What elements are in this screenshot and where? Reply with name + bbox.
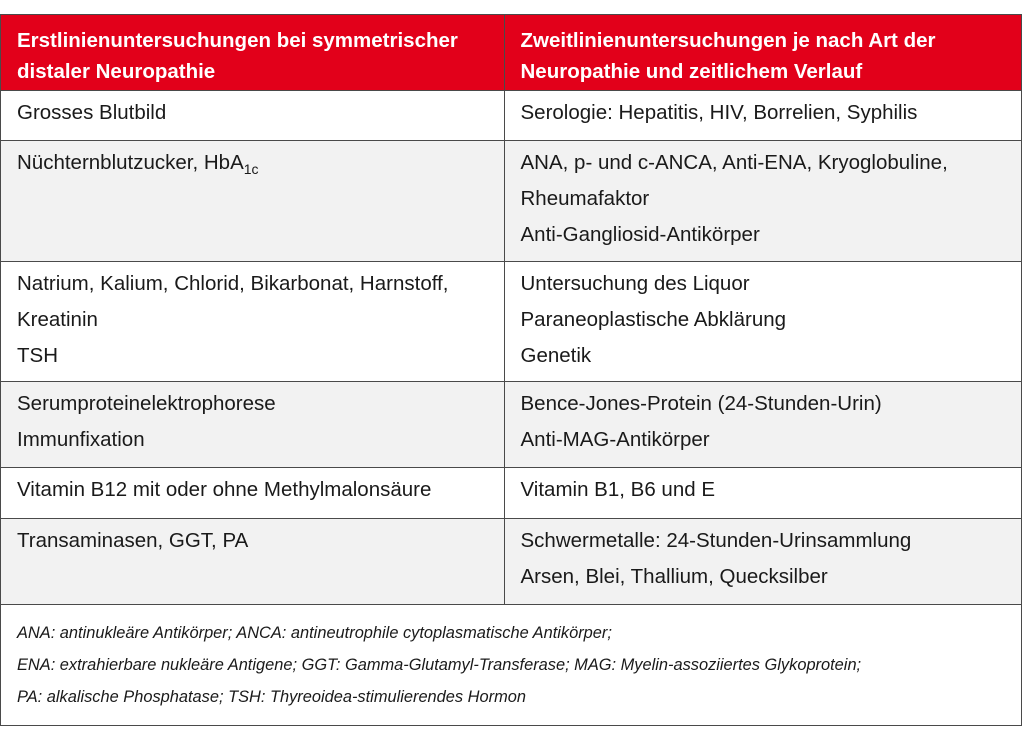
cell-text: Vitamin B12 mit oder ohne Methylmalonsäure: [17, 477, 432, 501]
table-row: [1, 140, 1021, 261]
header-first-line: Erstlinienuntersuchungen bei symmetrischer distaler Neuropathie: [1, 15, 504, 90]
cell-text: Natrium, Kalium, Chlorid, Bikarbonat, Harnstoff, Kreatinin: [17, 271, 449, 331]
cell-text: Transaminasen, GGT, PA: [17, 528, 249, 552]
table-row: [1, 261, 1021, 381]
cell-second-line: [504, 467, 1021, 518]
cell-text: TSH: [17, 343, 58, 367]
cell-text: Arsen, Blei, Thallium, Quecksilber: [520, 564, 828, 588]
cell-text: Genetik: [520, 343, 592, 367]
cell-text: Schwermetalle: 24-Stunden-Urinsammlung: [520, 528, 912, 552]
table-row: [1, 90, 1021, 140]
table-row: [1, 518, 1021, 604]
cell-second-line: [504, 90, 1021, 140]
cell-text: Nüchternblutzucker, HbA: [17, 150, 244, 174]
footnote-line: PA: alkalische Phosphatase; TSH: Thyreoidea-stimulierendes Hormon: [17, 688, 526, 706]
abbreviations-footnote: [1, 604, 1021, 706]
cell-second-line: [504, 518, 1021, 604]
footnote-line: ENA: extrahierbare nukleäre Antigene; GGT: Gamma-Glutamyl-Transferase; MAG: Myelin-assoziiertes Glykoprotein;: [17, 656, 862, 674]
subscript-text: 1c: [243, 160, 259, 177]
cell-first-line: [1, 467, 504, 518]
cell-text: Anti-MAG-Antikörper: [520, 427, 710, 451]
cell-first-line: [1, 518, 504, 604]
cell-text: Vitamin B1, B6 und E: [520, 477, 715, 501]
header-second-line: Zweitlinienuntersuchungen je nach Art der Neuropathie und zeitlichem Verlauf: [504, 15, 1021, 90]
table-row: [1, 381, 1021, 467]
cell-second-line: [504, 140, 1021, 261]
cell-text: ANA, p- und c-ANCA, Anti-ENA, Kryoglobuline, Rheumafaktor: [520, 150, 948, 210]
cell-text: Immunfixation: [17, 427, 145, 451]
cell-text: Paraneoplastische Abklärung: [520, 307, 787, 331]
cell-first-line: [1, 140, 504, 261]
cell-text: Anti-Gangliosid-Antikörper: [520, 222, 760, 246]
investigations-table: [1, 15, 1021, 604]
cell-first-line: [1, 90, 504, 140]
cell-second-line: [504, 261, 1021, 381]
cell-text: Serologie: Hepatitis, HIV, Borrelien, Syphilis: [520, 100, 918, 124]
footnote-line: ANA: antinukleäre Antikörper; ANCA: antineutrophile cytoplasmatische Antikörper;: [17, 624, 612, 642]
cell-text: Untersuchung des Liquor: [520, 271, 750, 295]
cell-text: Grosses Blutbild: [17, 100, 167, 124]
cell-text: Serumproteinelektrophorese: [17, 391, 276, 415]
header-row: [1, 15, 1021, 90]
table-row: [1, 467, 1021, 518]
cell-first-line: [1, 261, 504, 381]
cell-text: Bence-Jones-Protein (24-Stunden-Urin): [520, 391, 882, 415]
neuropathy-table: [0, 14, 1022, 726]
cell-first-line: [1, 381, 504, 467]
cell-second-line: [504, 381, 1021, 467]
